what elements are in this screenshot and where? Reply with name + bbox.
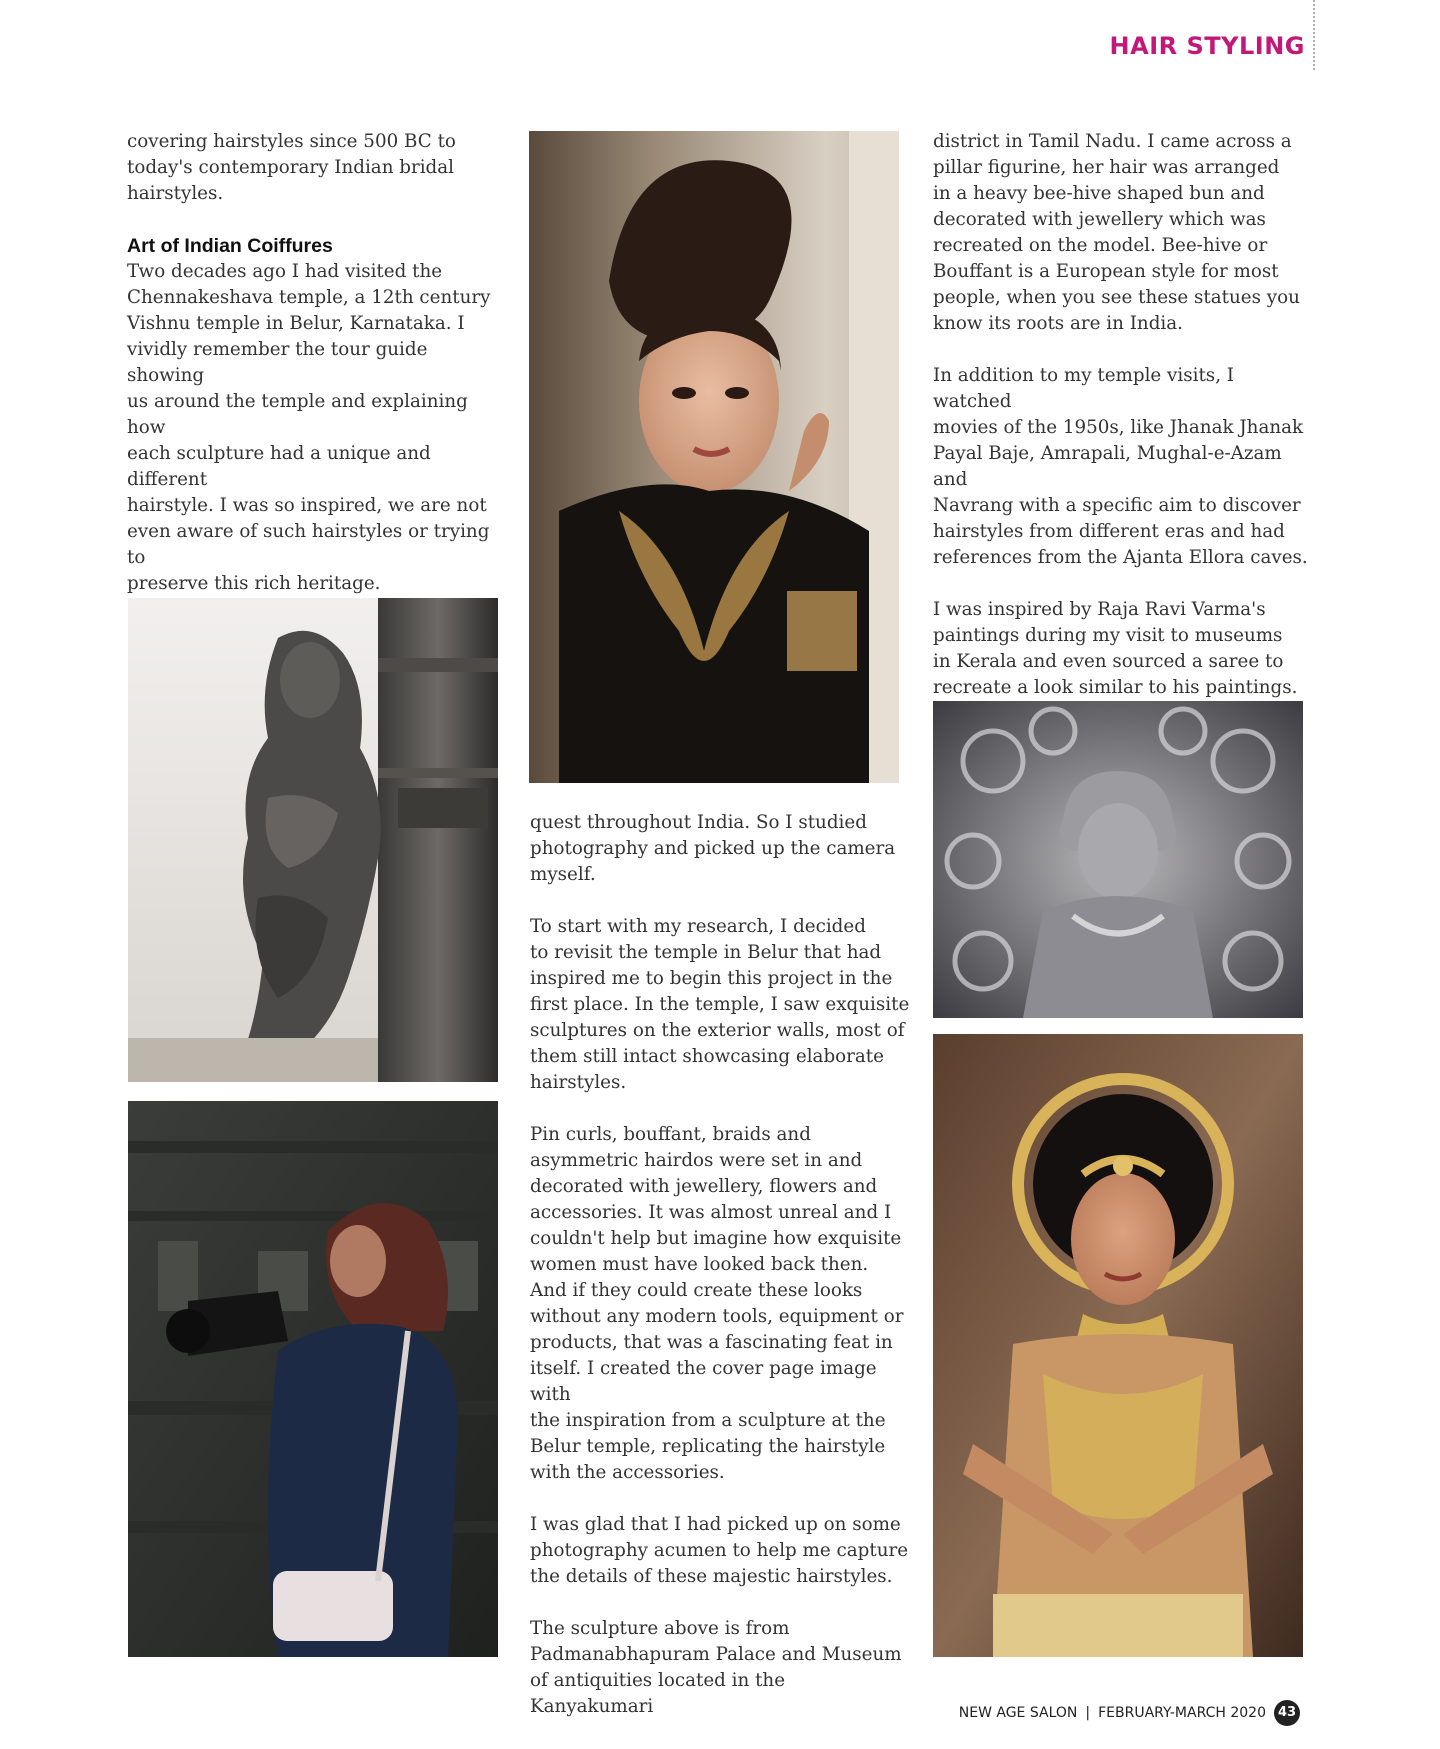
section-title: HAIR STYLING bbox=[1109, 32, 1305, 60]
page-number-badge: 43 bbox=[1274, 1700, 1300, 1726]
paragraph: To start with my research, I decided to revisit the temple in Belur that had inspired me to begin this project in the first place. In the temple, I saw exquisite sculptures on the exterior walls, most of them still intact showcasing elaborate hairstyles. bbox=[530, 916, 910, 1093]
publication-name: NEW AGE SALON bbox=[958, 1705, 1078, 1721]
text-column-3 bbox=[933, 129, 1313, 727]
paragraph: Two decades ago I had visited the Chennakeshava temple, a 12th century Vishnu temple in Belur, Karnataka. I vividly remember the tour guide showing us around the temple and explaining how each sculpture had a unique and different hairstyle. I was so inspired, we are not even aware of such hairstyles or trying to preserve this rich heritage. bbox=[127, 261, 491, 594]
paragraph: quest throughout India. So I studied photography and picked up the camera myself. bbox=[530, 812, 896, 885]
paragraph: I was glad that I had picked up on some photography acumen to help me capture the details of these majestic hairstyles. bbox=[530, 1514, 909, 1587]
footer-separator: | bbox=[1085, 1705, 1091, 1721]
page-footer bbox=[959, 1700, 1300, 1726]
issue-date: FEBRUARY-MARCH 2020 bbox=[1098, 1705, 1266, 1721]
paragraph: In addition to my temple visits, I watched movies of the 1950s, like Jhanak Jhanak Payal Baje, Amrapali, Mughal-e-Azam and Navrang with a specific aim to discover hairstyles from different eras and had references from the Ajanta Ellora caves. bbox=[933, 365, 1308, 568]
header-dotted-rule bbox=[1313, 0, 1315, 70]
paragraph: The sculpture above is from Padmanabhapuram Palace and Museum of antiquities located in the Kanyakumari bbox=[530, 1618, 902, 1717]
text-column-2 bbox=[530, 810, 910, 1720]
paragraph: district in Tamil Nadu. I came across a pillar figurine, her hair was arranged in a heavy bee-hive shaped bun and decorated with jewellery which was recreated on the model. Bee-hive or Bouffant is a European style for most people, when you see these statues you know its roots are in India. bbox=[933, 131, 1300, 334]
photo-silver-sculpture bbox=[933, 701, 1303, 1018]
paragraph: Pin curls, bouffant, braids and asymmetric hairdos were set in and decorated with jewellery, flowers and accessories. It was almost unreal and I couldn't help but imagine how exquisite women must have looked back then. And if they could create these looks without any modern tools, equipment or products, that was a fascinating feat in itself. I created the cover page image with the inspiration from a sculpture at the Belur temple, replicating the hairstyle with the accessories. bbox=[530, 1124, 904, 1483]
paragraph: I was inspired by Raja Ravi Varma's paintings during my visit to museums in Kerala and even sourced a saree to recreate a look similar to his paintings. bbox=[933, 599, 1298, 698]
text-column-1 bbox=[127, 129, 507, 675]
subheading: Art of Indian Coiffures bbox=[127, 235, 333, 257]
photo-temple-sculpture bbox=[128, 598, 498, 1082]
photo-model-headdress bbox=[933, 1034, 1303, 1657]
photo-photographer-at-temple bbox=[128, 1101, 498, 1657]
photo-model-bouffant bbox=[529, 131, 899, 783]
paragraph: covering hairstyles since 500 BC to today's contemporary Indian bridal hairstyles. bbox=[127, 131, 456, 204]
